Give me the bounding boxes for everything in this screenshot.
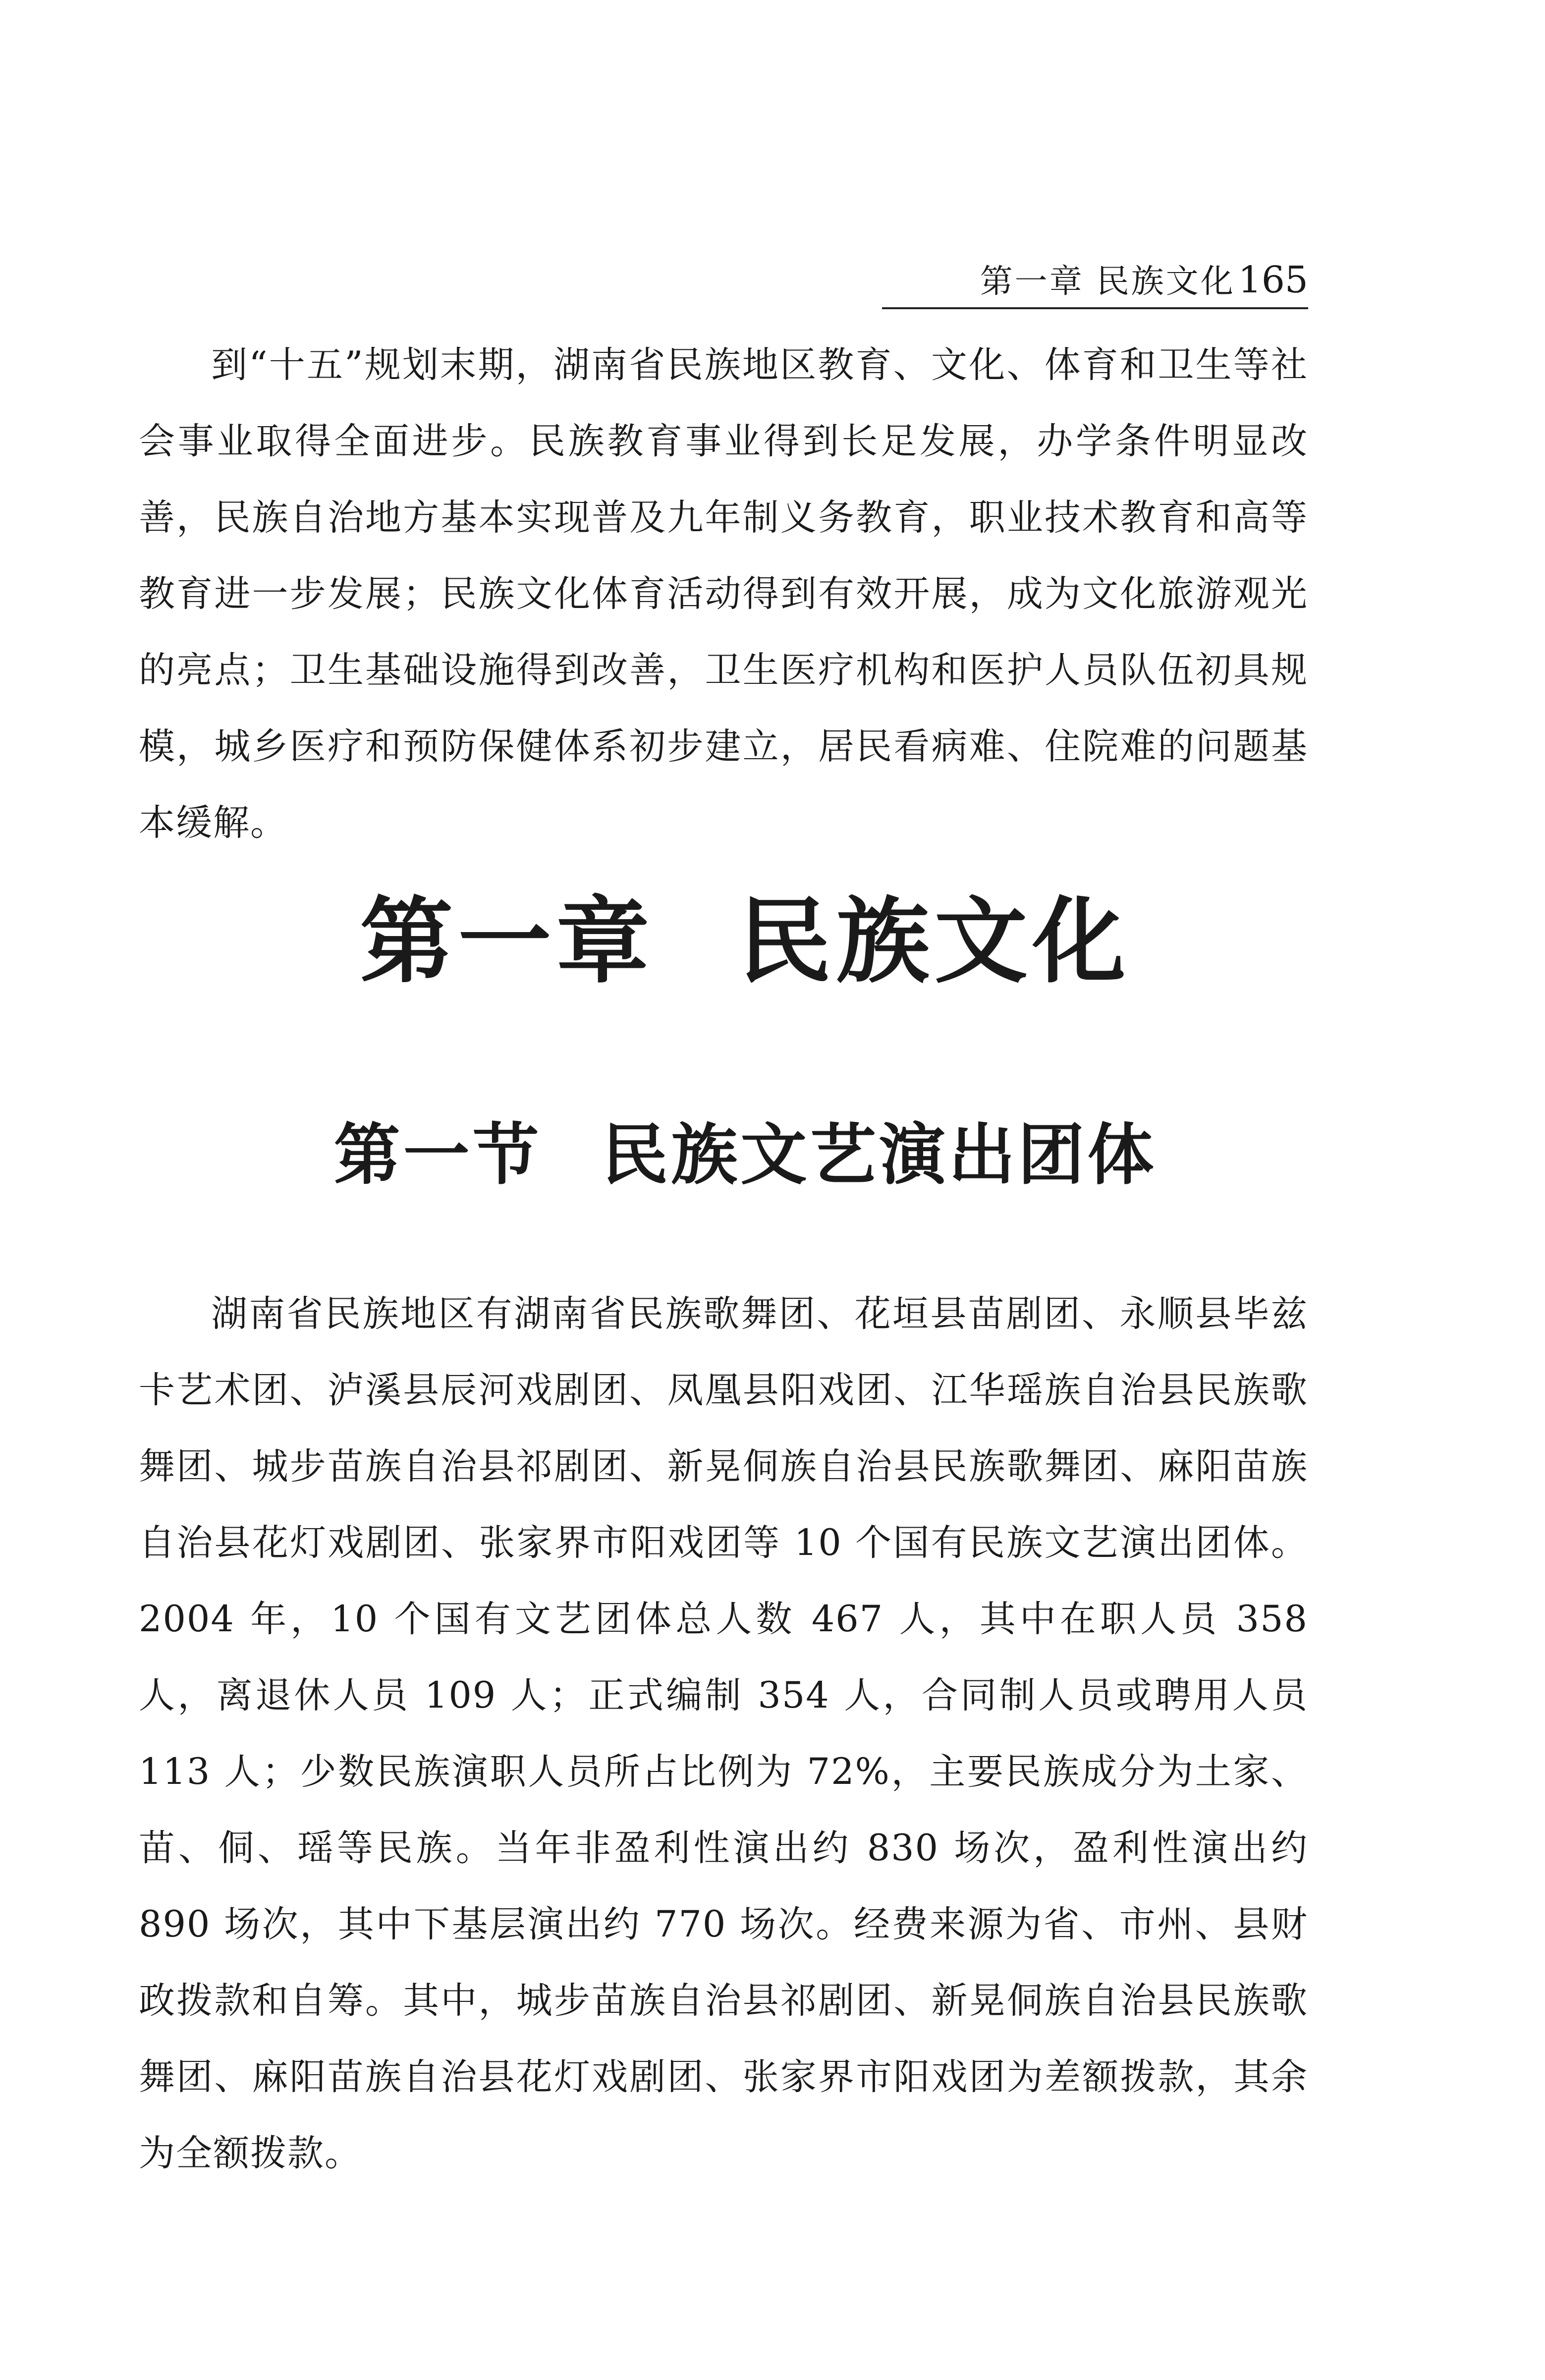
section-name: 民族文艺演出团体 bbox=[602, 1115, 1157, 1194]
chapter-title bbox=[0, 882, 1545, 1001]
section-number: 第一节 bbox=[333, 1115, 542, 1194]
chapter-number: 第一章 bbox=[360, 886, 655, 996]
body-paragraph: 湖南省民族地区有湖南省民族歌舞团、花垣县苗剧团、永顺县毕兹卡艺术团、泸溪县辰河戏剧团、凤凰县阳戏团、江华瑶族自治县民族歌舞团、城步苗族自治县祁剧团、新晃侗族自治县民族歌舞团、麻阳苗族自治县花灯戏剧团、张家界市阳戏团等 10 个国有民族文艺演出团体。2004 年，10 个国有文艺团体总人数 467 人，其中在职人员 358 人，离退休人员 109 人；正式编制 354 人，合同制人员或聘用人员 113 人；少数民族演职人员所占比例为 72%，主要民族成分为土家、苗、侗、瑶等民族。当年非盈利性演出约 830 场次，盈利性演出约 890 场次，其中下基层演出约 770 场次。经费来源为省、市州、县财政拨款和自筹。其中，城步苗族自治县祁剧团、新晃侗族自治县民族歌舞团、麻阳苗族自治县花灯戏剧团、张家界市阳戏团为差额拨款，其余为全额拨款。 bbox=[139, 1293, 1308, 2174]
chapter-name: 民族文化 bbox=[738, 886, 1131, 996]
page-number: 165 bbox=[1238, 259, 1308, 301]
intro-paragraph: 到“十五”规划末期，湖南省民族地区教育、文化、体育和卫生等社会事业取得全面进步。民族教育事业得到长足发展，办学条件明显改善，民族自治地方基本实现普及九年制义务教育，职业技术教育和高等教育进一步发展；民族文化体育活动得到有效开展，成为文化旅游观光的亮点；卫生基础设施得到改善，卫生医疗机构和医护人员队伍初具规模，城乡医疗和预防保健体系初步建立，居民看病难、住院难的问题基本缓解。 bbox=[139, 344, 1308, 844]
running-header bbox=[882, 253, 1308, 309]
section-title bbox=[0, 1105, 1545, 1204]
header-chapter-label: 第一章 民族文化 bbox=[980, 262, 1235, 300]
